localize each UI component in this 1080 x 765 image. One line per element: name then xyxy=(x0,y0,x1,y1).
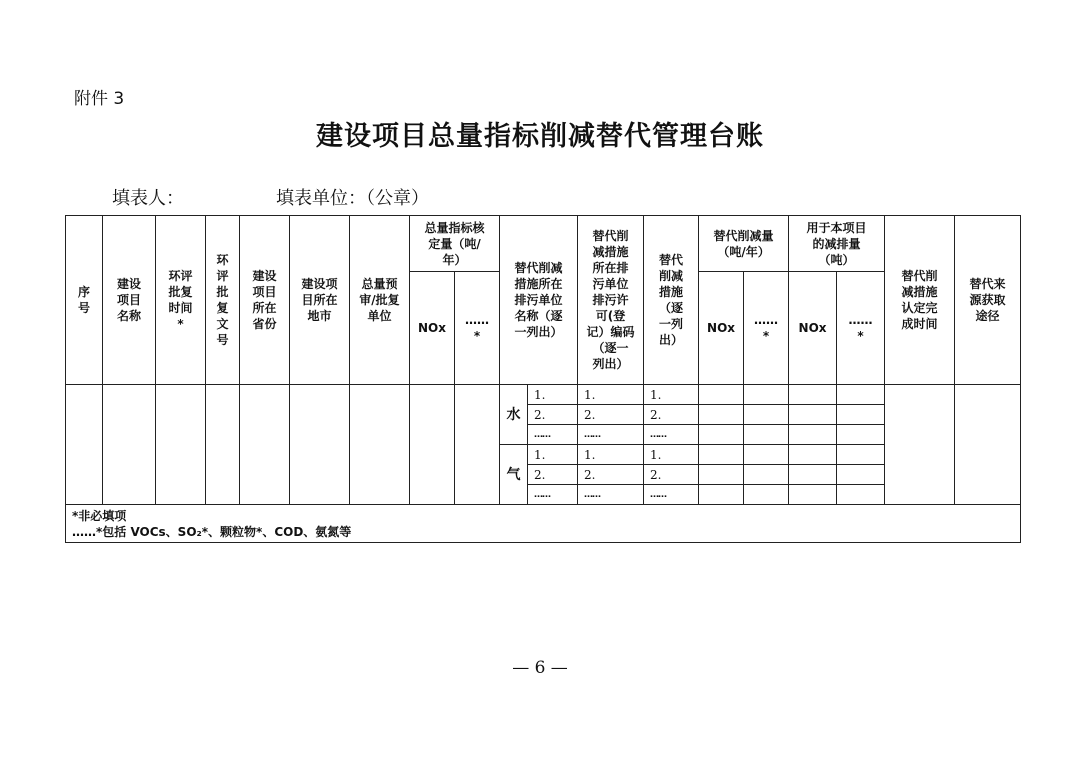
header-reduction-nox: NOx xyxy=(699,272,744,385)
header-province: 建设 项目 所在 省份 xyxy=(240,216,290,385)
header-used: 用于本项目 的减排量 （吨） xyxy=(789,216,885,272)
empty-cell xyxy=(837,385,885,405)
category-air: 气 xyxy=(500,445,528,505)
empty-cell xyxy=(837,405,885,425)
empty-cell xyxy=(699,465,744,485)
empty-cell xyxy=(789,445,837,465)
permit-item: 1. xyxy=(578,445,644,465)
empty-cell xyxy=(350,385,410,505)
note-pollutants: ……*包括 VOCs、SO₂*、颗粒物*、COD、氨氮等 xyxy=(72,524,352,539)
empty-cell xyxy=(66,385,103,505)
document-title: 建设项目总量指标削减替代管理台账 xyxy=(316,121,764,152)
empty-cell xyxy=(455,385,500,505)
unit-label: 填表单位：（公章） xyxy=(276,188,429,209)
empty-cell xyxy=(837,465,885,485)
permit-item: …… xyxy=(578,485,644,505)
permit-item: 2. xyxy=(578,405,644,425)
empty-cell xyxy=(837,425,885,445)
empty-cell xyxy=(789,385,837,405)
empty-cell xyxy=(789,405,837,425)
empty-cell xyxy=(699,425,744,445)
header-reduction: 替代削减量 （吨/年） xyxy=(699,216,789,272)
empty-cell xyxy=(290,385,350,505)
empty-cell xyxy=(240,385,290,505)
table-notes xyxy=(66,505,1021,543)
measure-item: 1. xyxy=(644,445,699,465)
empty-cell xyxy=(744,485,789,505)
empty-cell xyxy=(789,485,837,505)
measure-item: …… xyxy=(644,425,699,445)
header-project-name: 建设 项目 名称 xyxy=(103,216,156,385)
header-source: 替代来 源获取 途径 xyxy=(955,216,1021,385)
header-city: 建设项 目所在 地市 xyxy=(290,216,350,385)
empty-cell xyxy=(699,385,744,405)
header-quota-nox: NOx xyxy=(410,272,455,385)
attachment-label: 附件 3 xyxy=(74,89,125,109)
table-row xyxy=(66,385,1021,405)
empty-cell xyxy=(744,445,789,465)
empty-cell xyxy=(699,485,744,505)
header-confirm-time: 替代削 减措施 认定完 成时间 xyxy=(885,216,955,385)
measure-item: 2. xyxy=(644,405,699,425)
empty-cell xyxy=(156,385,206,505)
header-permit-no: 替代削 减措施 所在排 污单位 排污许 可(登 记）编码 （逐一 列出） xyxy=(578,216,644,385)
header-approval-unit: 总量预 审/批复 单位 xyxy=(350,216,410,385)
empty-cell xyxy=(789,465,837,485)
empty-cell xyxy=(789,425,837,445)
empty-cell xyxy=(744,385,789,405)
empty-cell xyxy=(206,385,240,505)
unit-item: 2. xyxy=(528,465,578,485)
header-replace-unit: 替代削减 措施所在 排污单位 名称（逐 一列出） xyxy=(500,216,578,385)
note-optional: *非必填项 xyxy=(72,508,127,523)
measure-item: 1. xyxy=(644,385,699,405)
empty-cell xyxy=(744,405,789,425)
unit-item: 2. xyxy=(528,405,578,425)
unit-item: 1. xyxy=(528,385,578,405)
empty-cell xyxy=(699,405,744,425)
unit-item: …… xyxy=(528,425,578,445)
empty-cell xyxy=(744,465,789,485)
permit-item: 2. xyxy=(578,465,644,485)
empty-cell xyxy=(103,385,156,505)
header-reduction-other: …… * xyxy=(744,272,789,385)
empty-cell xyxy=(699,445,744,465)
empty-cell xyxy=(744,425,789,445)
measure-item: 2. xyxy=(644,465,699,485)
unit-item: 1. xyxy=(528,445,578,465)
header-quota-other: …… * xyxy=(455,272,500,385)
header-used-nox: NOx xyxy=(789,272,837,385)
measure-item: …… xyxy=(644,485,699,505)
permit-item: …… xyxy=(578,425,644,445)
header-eia-doc: 环 评 批 复 文 号 xyxy=(206,216,240,385)
empty-cell xyxy=(885,385,955,505)
header-seq: 序 号 xyxy=(66,216,103,385)
empty-cell xyxy=(837,485,885,505)
empty-cell xyxy=(837,445,885,465)
page-number: — 6 — xyxy=(512,658,568,678)
ledger-table xyxy=(65,215,1021,543)
header-total-quota: 总量指标核 定量（吨/ 年） xyxy=(410,216,500,272)
filler-label: 填表人： xyxy=(112,188,184,209)
header-used-other: …… * xyxy=(837,272,885,385)
header-eia-time: 环评 批复 时间 * xyxy=(156,216,206,385)
permit-item: 1. xyxy=(578,385,644,405)
empty-cell xyxy=(410,385,455,505)
category-water: 水 xyxy=(500,385,528,445)
header-measures: 替代 削减 措施 （逐 一列 出） xyxy=(644,216,699,385)
empty-cell xyxy=(955,385,1021,505)
unit-item: …… xyxy=(528,485,578,505)
